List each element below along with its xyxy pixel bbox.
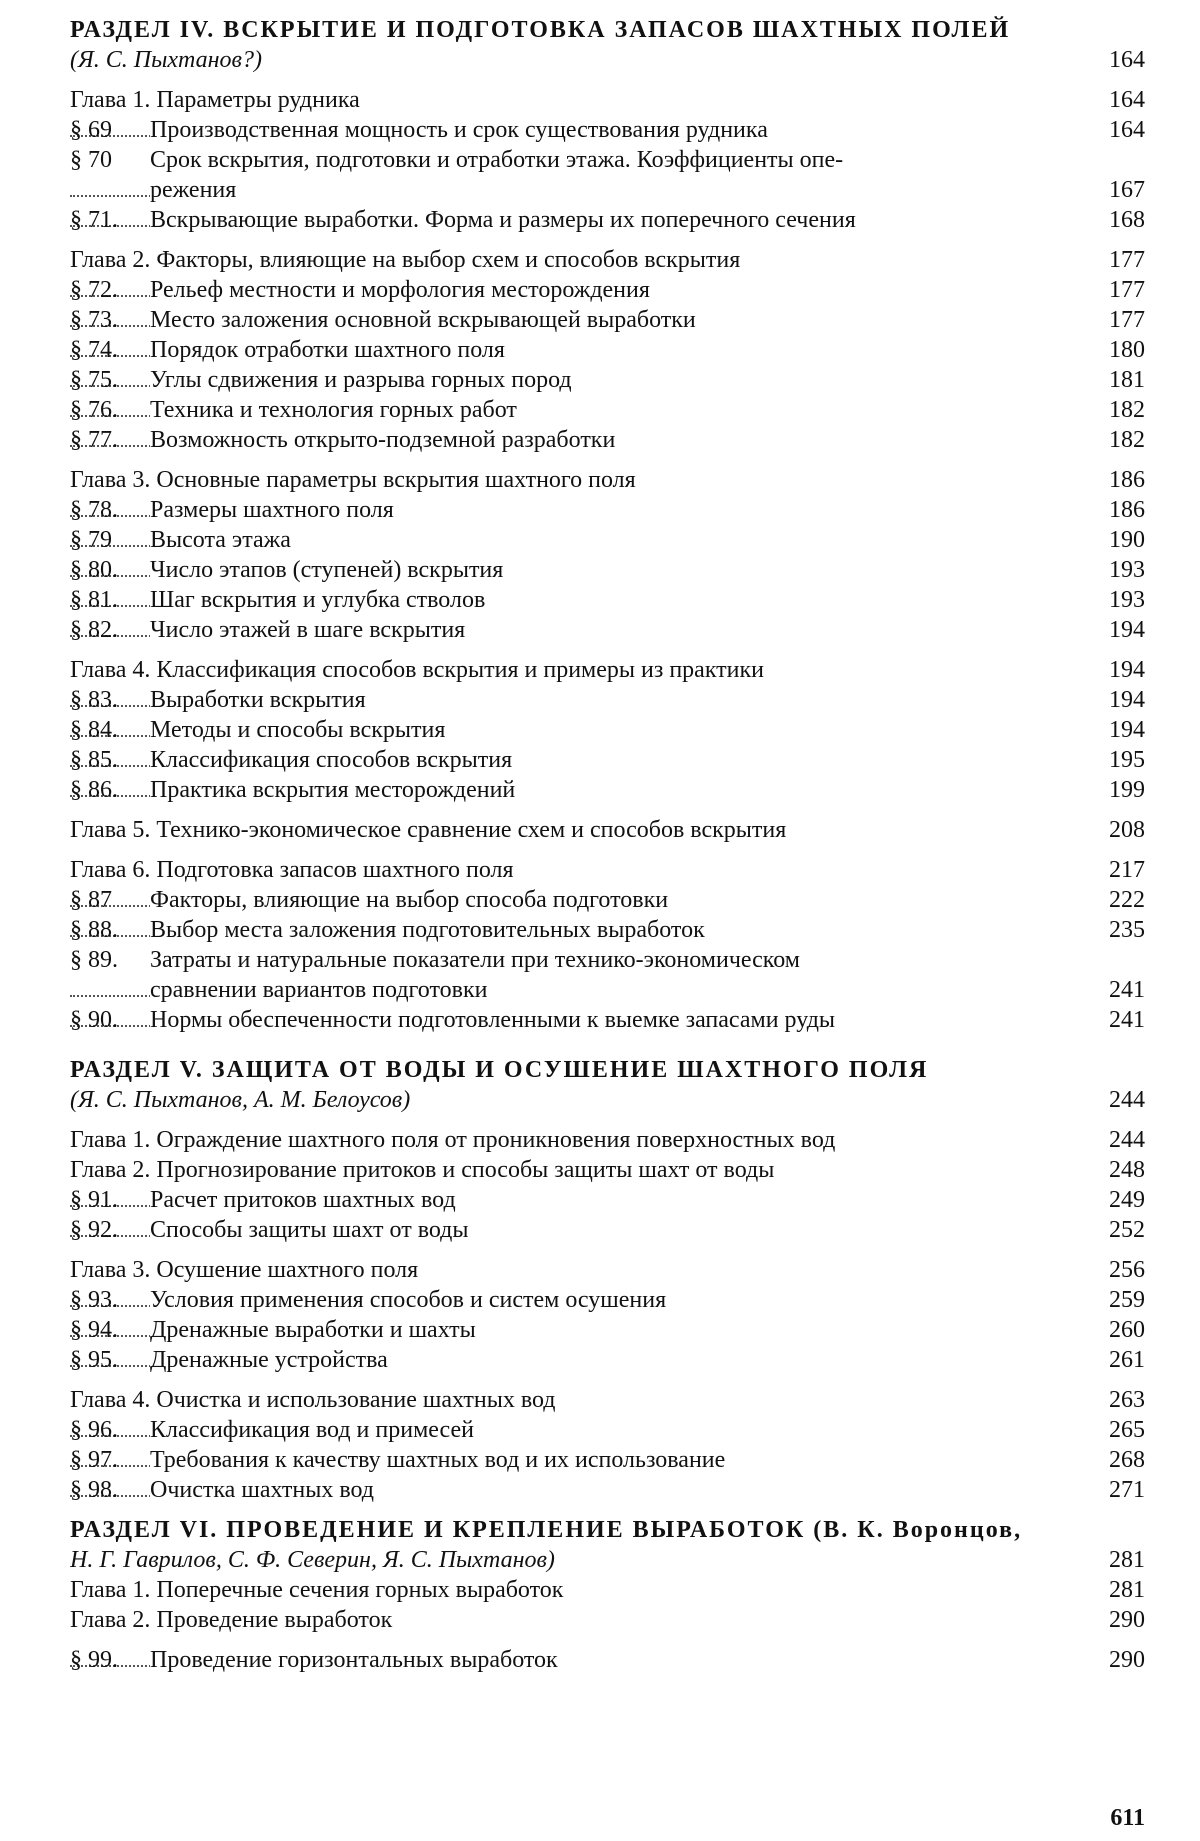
toc-entry-chapter bbox=[70, 655, 1145, 685]
entry-title: Требования к качеству шахтных вод и их использование bbox=[150, 1445, 1060, 1475]
toc-entry-para bbox=[70, 1315, 1145, 1345]
entry-page-number: 241 bbox=[1109, 1007, 1145, 1033]
entry-title: РАЗДЕЛ V. ЗАЩИТА ОТ ВОДЫ И ОСУШЕНИЕ ШАХТНОГО ПОЛЯ bbox=[70, 1055, 1060, 1085]
paragraph-number: § 75. bbox=[70, 367, 118, 393]
toc-entry-para bbox=[70, 425, 1145, 455]
entry-page-number: 290 bbox=[1109, 1607, 1145, 1633]
entry-page-number: 199 bbox=[1109, 777, 1145, 803]
entry-title: Техника и технология горных работ bbox=[150, 395, 1060, 425]
toc-entry-para bbox=[70, 585, 1145, 615]
entry-title: Глава 3. Основные параметры вскрытия шахтного поля bbox=[70, 465, 1060, 495]
toc-entry-chapter bbox=[70, 1385, 1145, 1415]
entry-title: Глава 2. Проведение выработок bbox=[70, 1605, 1060, 1635]
toc-entry-para bbox=[70, 115, 1145, 145]
toc-entry-para bbox=[70, 715, 1145, 745]
entry-page-number: 265 bbox=[1109, 1417, 1145, 1443]
entry-page-number: 186 bbox=[1109, 467, 1145, 493]
entry-page-number: 164 bbox=[1109, 117, 1145, 143]
entry-page-number: 249 bbox=[1109, 1187, 1145, 1213]
entry-page-number: 177 bbox=[1109, 307, 1145, 333]
entry-title: Производственная мощность и срок существования рудника bbox=[150, 115, 1060, 145]
entry-title: Высота этажа bbox=[150, 525, 1060, 555]
toc-entry-chapter bbox=[70, 1575, 1145, 1605]
entry-title: Выработки вскрытия bbox=[150, 685, 1060, 715]
toc-entry-chapter bbox=[70, 85, 1145, 115]
entry-page-number: 168 bbox=[1109, 207, 1145, 233]
toc-entry-para bbox=[70, 1215, 1145, 1245]
entry-title: режения bbox=[150, 175, 1060, 205]
toc-entry-authors bbox=[70, 1545, 1145, 1575]
toc-entry-para bbox=[70, 525, 1145, 555]
paragraph-number: § 89. bbox=[70, 947, 118, 973]
toc-entry-chapter bbox=[70, 1125, 1145, 1155]
paragraph-number: § 79 bbox=[70, 527, 112, 553]
entry-title: Очистка шахтных вод bbox=[150, 1475, 1060, 1505]
entry-page-number: 194 bbox=[1109, 617, 1145, 643]
entry-title: Возможность открыто-подземной разработки bbox=[150, 425, 1060, 455]
entry-page-number: 222 bbox=[1109, 887, 1145, 913]
toc-entry-chapter bbox=[70, 1605, 1145, 1635]
toc-entry-para bbox=[70, 1475, 1145, 1505]
entry-title: Глава 2. Прогнозирование притоков и способы защиты шахт от воды bbox=[70, 1155, 1060, 1185]
entry-page-number: 193 bbox=[1109, 587, 1145, 613]
toc-entry-para bbox=[70, 365, 1145, 395]
paragraph-number: § 76. bbox=[70, 397, 118, 423]
entry-page-number: 208 bbox=[1109, 817, 1145, 843]
toc-entry-para bbox=[70, 1415, 1145, 1445]
entry-title: Глава 5. Технико-экономическое сравнение схем и способов вскрытия bbox=[70, 815, 1060, 845]
paragraph-number: § 97. bbox=[70, 1447, 118, 1473]
paragraph-number: § 78. bbox=[70, 497, 118, 523]
entry-title: Классификация способов вскрытия bbox=[150, 745, 1060, 775]
entry-page-number: 190 bbox=[1109, 527, 1145, 553]
toc-entry-chapter bbox=[70, 1255, 1145, 1285]
entry-page-number: 167 bbox=[1109, 177, 1145, 203]
toc-entry-para bbox=[70, 335, 1145, 365]
entry-title: Глава 1. Параметры рудника bbox=[70, 85, 1060, 115]
entry-title: Практика вскрытия месторождений bbox=[150, 775, 1060, 805]
entry-page-number: 281 bbox=[1109, 1547, 1145, 1573]
entry-title: Глава 1. Поперечные сечения горных выработок bbox=[70, 1575, 1060, 1605]
entry-title: сравнении вариантов подготовки bbox=[150, 975, 1060, 1005]
entry-page-number: 217 bbox=[1109, 857, 1145, 883]
toc-entry-authors bbox=[70, 45, 1145, 75]
entry-page-number: 195 bbox=[1109, 747, 1145, 773]
paragraph-number: § 92. bbox=[70, 1217, 118, 1243]
paragraph-number: § 71. bbox=[70, 207, 118, 233]
toc-entry-section bbox=[70, 1055, 1145, 1085]
toc-entry-section bbox=[70, 15, 1145, 45]
entry-page-number: 263 bbox=[1109, 1387, 1145, 1413]
toc-entry-cont bbox=[70, 175, 1145, 205]
toc-entry-chapter bbox=[70, 815, 1145, 845]
paragraph-number: § 83. bbox=[70, 687, 118, 713]
entry-title: Глава 3. Осушение шахтного поля bbox=[70, 1255, 1060, 1285]
entry-page-number: 241 bbox=[1109, 977, 1145, 1003]
entry-page-number: 186 bbox=[1109, 497, 1145, 523]
entry-page-number: 281 bbox=[1109, 1577, 1145, 1603]
toc-entry-para bbox=[70, 775, 1145, 805]
entry-title: Глава 4. Очистка и использование шахтных вод bbox=[70, 1385, 1060, 1415]
toc-entry-para bbox=[70, 745, 1145, 775]
entry-title: Глава 6. Подготовка запасов шахтного поля bbox=[70, 855, 1060, 885]
toc-entry-para bbox=[70, 305, 1145, 335]
entry-page-number: 194 bbox=[1109, 657, 1145, 683]
entry-title: Н. Г. Гаврилов, С. Ф. Северин, Я. С. Пыхтанов) bbox=[70, 1545, 1060, 1575]
paragraph-number: § 82. bbox=[70, 617, 118, 643]
entry-page-number: 181 bbox=[1109, 367, 1145, 393]
entry-title: Вскрывающие выработки. Форма и размеры их поперечного сечения bbox=[150, 205, 1060, 235]
page-number: 611 bbox=[1110, 1805, 1145, 1831]
entry-page-number: 260 bbox=[1109, 1317, 1145, 1343]
entry-title: Порядок отработки шахтного поля bbox=[150, 335, 1060, 365]
paragraph-number: § 93. bbox=[70, 1287, 118, 1313]
paragraph-number: § 91. bbox=[70, 1187, 118, 1213]
paragraph-number: § 95. bbox=[70, 1347, 118, 1373]
toc-entry-para bbox=[70, 205, 1145, 235]
entry-page-number: 252 bbox=[1109, 1217, 1145, 1243]
toc-entry-para bbox=[70, 1445, 1145, 1475]
entry-page-number: 256 bbox=[1109, 1257, 1145, 1283]
entry-title: Размеры шахтного поля bbox=[150, 495, 1060, 525]
paragraph-number: § 72. bbox=[70, 277, 118, 303]
entry-title: Рельеф местности и морфология месторождения bbox=[150, 275, 1060, 305]
toc-entry-para bbox=[70, 395, 1145, 425]
entry-title: Дренажные выработки и шахты bbox=[150, 1315, 1060, 1345]
toc-entry-section bbox=[70, 1515, 1145, 1545]
toc-entry-para bbox=[70, 885, 1145, 915]
entry-title: Срок вскрытия, подготовки и отработки этажа. Коэффициенты опе- bbox=[150, 145, 1060, 175]
entry-page-number: 182 bbox=[1109, 427, 1145, 453]
paragraph-number: § 99. bbox=[70, 1647, 118, 1673]
toc-entry-chapter bbox=[70, 1155, 1145, 1185]
entry-title: Место заложения основной вскрывающей выработки bbox=[150, 305, 1060, 335]
paragraph-number: § 84. bbox=[70, 717, 118, 743]
toc-entry-cont bbox=[70, 975, 1145, 1005]
entry-title: Выбор места заложения подготовительных выработок bbox=[150, 915, 1060, 945]
entry-page-number: 259 bbox=[1109, 1287, 1145, 1313]
entry-page-number: 180 bbox=[1109, 337, 1145, 363]
entry-title: РАЗДЕЛ IV. ВСКРЫТИЕ И ПОДГОТОВКА ЗАПАСОВ ШАХТНЫХ ПОЛЕЙ bbox=[70, 15, 1060, 45]
toc-entry-chapter bbox=[70, 855, 1145, 885]
paragraph-number: § 80. bbox=[70, 557, 118, 583]
paragraph-number: § 87 bbox=[70, 887, 112, 913]
paragraph-number: § 88. bbox=[70, 917, 118, 943]
entry-title: Расчет притоков шахтных вод bbox=[150, 1185, 1060, 1215]
paragraph-number: § 73. bbox=[70, 307, 118, 333]
entry-page-number: 193 bbox=[1109, 557, 1145, 583]
entry-page-number: 177 bbox=[1109, 277, 1145, 303]
toc-entry-para bbox=[70, 1185, 1145, 1215]
toc-entry-para bbox=[70, 495, 1145, 525]
toc-entry-para bbox=[70, 915, 1145, 945]
entry-page-number: 194 bbox=[1109, 687, 1145, 713]
toc-entry-para bbox=[70, 555, 1145, 585]
paragraph-number: § 69 bbox=[70, 117, 112, 143]
entry-page-number: 177 bbox=[1109, 247, 1145, 273]
entry-page-number: 271 bbox=[1109, 1477, 1145, 1503]
paragraph-number: § 86. bbox=[70, 777, 118, 803]
entry-page-number: 235 bbox=[1109, 917, 1145, 943]
entry-title: Глава 1. Ограждение шахтного поля от проникновения поверхностных вод bbox=[70, 1125, 1060, 1155]
entry-title: (Я. С. Пыхтанов?) bbox=[70, 45, 1060, 75]
toc-entry-para bbox=[70, 1005, 1145, 1035]
toc-entry-chapter bbox=[70, 245, 1145, 275]
paragraph-number: § 70 bbox=[70, 147, 112, 173]
toc-entry-para bbox=[70, 685, 1145, 715]
entry-title: Углы сдвижения и разрыва горных пород bbox=[150, 365, 1060, 395]
toc-entry-authors bbox=[70, 1085, 1145, 1115]
entry-page-number: 182 bbox=[1109, 397, 1145, 423]
toc-entry-para bbox=[70, 1345, 1145, 1375]
toc-entry-para bbox=[70, 1285, 1145, 1315]
toc-entry-chapter bbox=[70, 465, 1145, 495]
paragraph-number: § 85. bbox=[70, 747, 118, 773]
entry-page-number: 164 bbox=[1109, 87, 1145, 113]
entry-page-number: 244 bbox=[1109, 1087, 1145, 1113]
paragraph-number: § 90. bbox=[70, 1007, 118, 1033]
entry-title: РАЗДЕЛ VI. ПРОВЕДЕНИЕ И КРЕПЛЕНИЕ ВЫРАБОТОК (В. К. Воронцов, bbox=[70, 1515, 1060, 1545]
paragraph-number: § 74. bbox=[70, 337, 118, 363]
entry-title: Условия применения способов и систем осушения bbox=[150, 1285, 1060, 1315]
entry-title: Проведение горизонтальных выработок bbox=[150, 1645, 1060, 1675]
entry-page-number: 244 bbox=[1109, 1127, 1145, 1153]
entry-title: Дренажные устройства bbox=[150, 1345, 1060, 1375]
toc-entry-para bbox=[70, 275, 1145, 305]
entry-page-number: 261 bbox=[1109, 1347, 1145, 1373]
paragraph-number: § 81. bbox=[70, 587, 118, 613]
entry-title: Число этапов (ступеней) вскрытия bbox=[150, 555, 1060, 585]
paragraph-number: § 96. bbox=[70, 1417, 118, 1443]
entry-title: Методы и способы вскрытия bbox=[150, 715, 1060, 745]
paragraph-number: § 94. bbox=[70, 1317, 118, 1343]
toc-entry-para bbox=[70, 615, 1145, 645]
entry-title: (Я. С. Пыхтанов, А. М. Белоусов) bbox=[70, 1085, 1060, 1115]
entry-title: Классификация вод и примесей bbox=[150, 1415, 1060, 1445]
entry-title: Число этажей в шаге вскрытия bbox=[150, 615, 1060, 645]
toc-entry-para bbox=[70, 945, 1145, 975]
entry-title: Способы защиты шахт от воды bbox=[150, 1215, 1060, 1245]
paragraph-number: § 77. bbox=[70, 427, 118, 453]
entry-page-number: 248 bbox=[1109, 1157, 1145, 1183]
entry-page-number: 164 bbox=[1109, 47, 1145, 73]
paragraph-number: § 98. bbox=[70, 1477, 118, 1503]
toc-entry-para bbox=[70, 1645, 1145, 1675]
entry-title: Затраты и натуральные показатели при технико-экономическом bbox=[150, 945, 1060, 975]
entry-page-number: 290 bbox=[1109, 1647, 1145, 1673]
entry-title: Нормы обеспеченности подготовленными к выемке запасами руды bbox=[150, 1005, 1060, 1035]
entry-page-number: 268 bbox=[1109, 1447, 1145, 1473]
entry-title: Шаг вскрытия и углубка стволов bbox=[150, 585, 1060, 615]
entry-title: Глава 2. Факторы, влияющие на выбор схем и способов вскрытия bbox=[70, 245, 1060, 275]
entry-title: Факторы, влияющие на выбор способа подготовки bbox=[150, 885, 1060, 915]
entry-title: Глава 4. Классификация способов вскрытия и примеры из практики bbox=[70, 655, 1060, 685]
toc-entry-para bbox=[70, 145, 1145, 175]
entry-page-number: 194 bbox=[1109, 717, 1145, 743]
